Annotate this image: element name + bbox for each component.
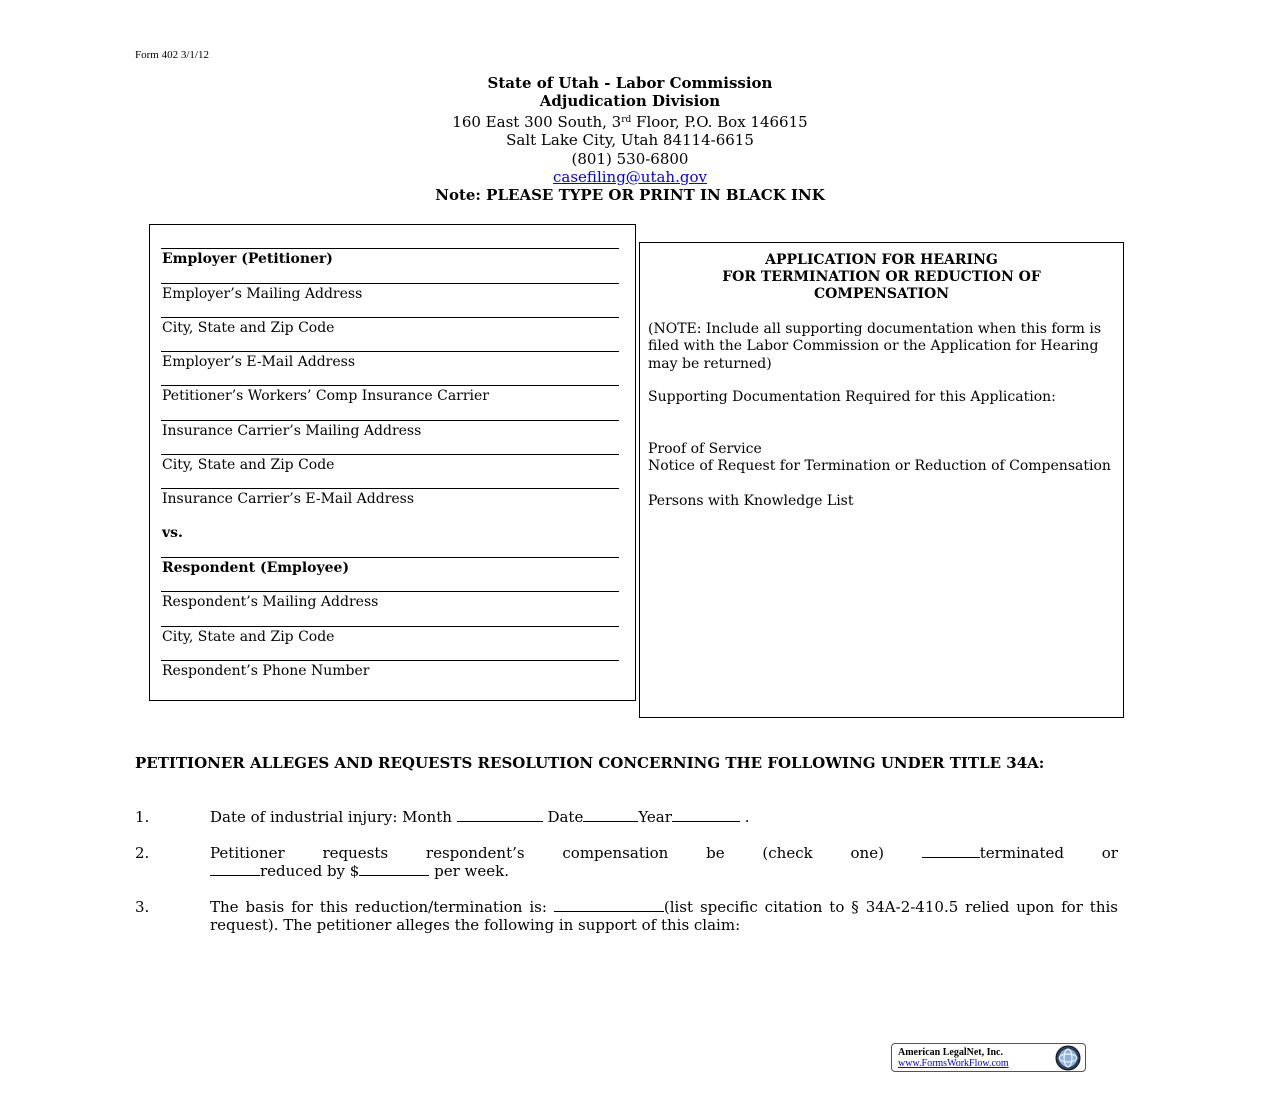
field-label-respondent: Respondent (Employee)	[162, 560, 350, 576]
basis-item: The basis for this reduction/termination is: (list specific citation to § 34A-2-410.5 relied upon for this request). The petitioner alleges the following in support of this claim:	[210, 898, 1118, 934]
parties-box	[149, 224, 636, 701]
email-link[interactable]: casefiling@utah.gov	[553, 168, 707, 186]
injury-date-item: Date of industrial injury: Month Date Year .	[210, 808, 750, 826]
email-line	[0, 168, 1260, 187]
field-line[interactable]	[161, 591, 619, 592]
application-title-3: COMPENSATION	[814, 286, 949, 302]
badge-company: American LegalNet, Inc.	[898, 1047, 1003, 1058]
amount-blank[interactable]	[359, 863, 429, 876]
item-number: 3.	[135, 898, 150, 916]
field-line[interactable]	[161, 488, 619, 489]
item-number: 2.	[135, 844, 150, 862]
doc-item: Notice of Request for Termination or Reduction of Compensation	[648, 458, 1111, 474]
application-box	[639, 242, 1124, 718]
ink-note: Note: PLEASE TYPE OR PRINT IN BLACK INK	[435, 186, 825, 204]
field-label-employer-email: Employer’s E-Mail Address	[162, 354, 356, 370]
field-line[interactable]	[161, 660, 619, 661]
alleges-heading: PETITIONER ALLEGES AND REQUESTS RESOLUTION CONCERNING THE FOLLOWING UNDER TITLE 34A:	[135, 754, 1045, 772]
request-item-line-2: reduced by $ per week.	[210, 862, 1118, 880]
city-line: Salt Lake City, Utah 84114-6615	[506, 131, 754, 149]
month-blank[interactable]	[457, 809, 543, 822]
address-line: 160 East 300 South, 3rd Floor, P.O. Box 146615	[452, 113, 808, 131]
field-line[interactable]	[161, 317, 619, 318]
field-label-employer-city: City, State and Zip Code	[162, 320, 335, 336]
field-label-respondent-address: Respondent’s Mailing Address	[162, 594, 379, 610]
field-label-carrier-city: City, State and Zip Code	[162, 457, 335, 473]
phone-line: (801) 530-6800	[571, 150, 689, 168]
request-item-line-1: Petitioner requests respondent’s compensation be (check one) terminated or	[210, 844, 1118, 862]
globe-logo-icon	[1055, 1045, 1081, 1071]
field-line[interactable]	[161, 385, 619, 386]
terminated-check-blank[interactable]	[922, 845, 980, 858]
year-blank[interactable]	[672, 809, 740, 822]
documentation-note: (NOTE: Include all supporting documentation when this form is filed with the Labor Commission or the Application for Hearing may be returned)	[648, 321, 1102, 372]
application-title-2: FOR TERMINATION OR REDUCTION OF	[722, 269, 1041, 285]
field-line[interactable]	[161, 351, 619, 352]
field-label-employer: Employer (Petitioner)	[162, 251, 333, 267]
doc-item: Persons with Knowledge List	[648, 493, 854, 509]
field-line[interactable]	[161, 248, 619, 249]
basis-blank[interactable]	[554, 899, 664, 912]
reduced-check-blank[interactable]	[210, 863, 260, 876]
field-line[interactable]	[161, 557, 619, 558]
item-number: 1.	[135, 808, 150, 826]
field-label-employer-address: Employer’s Mailing Address	[162, 286, 363, 302]
form-id: Form 402 3/1/12	[135, 49, 209, 61]
field-label-insurance-carrier: Petitioner’s Workers’ Comp Insurance Carrier	[162, 388, 490, 404]
field-label-respondent-phone: Respondent’s Phone Number	[162, 663, 370, 679]
date-blank[interactable]	[583, 809, 638, 822]
legalnet-badge	[891, 1043, 1086, 1072]
versus-label: vs.	[162, 525, 183, 541]
badge-url-link[interactable]: www.FormsWorkFlow.com	[898, 1058, 1009, 1069]
agency-title: State of Utah - Labor Commission	[487, 74, 773, 92]
field-line[interactable]	[161, 420, 619, 421]
doc-item: Proof of Service	[648, 441, 762, 457]
supporting-heading: Supporting Documentation Required for this Application:	[648, 389, 1056, 405]
field-line[interactable]	[161, 283, 619, 284]
division-title: Adjudication Division	[539, 92, 721, 110]
field-line[interactable]	[161, 626, 619, 627]
field-label-respondent-city: City, State and Zip Code	[162, 629, 335, 645]
field-label-carrier-email: Insurance Carrier’s E-Mail Address	[162, 491, 415, 507]
field-label-carrier-address: Insurance Carrier’s Mailing Address	[162, 423, 422, 439]
field-line[interactable]	[161, 454, 619, 455]
application-title-1: APPLICATION FOR HEARING	[765, 252, 998, 268]
